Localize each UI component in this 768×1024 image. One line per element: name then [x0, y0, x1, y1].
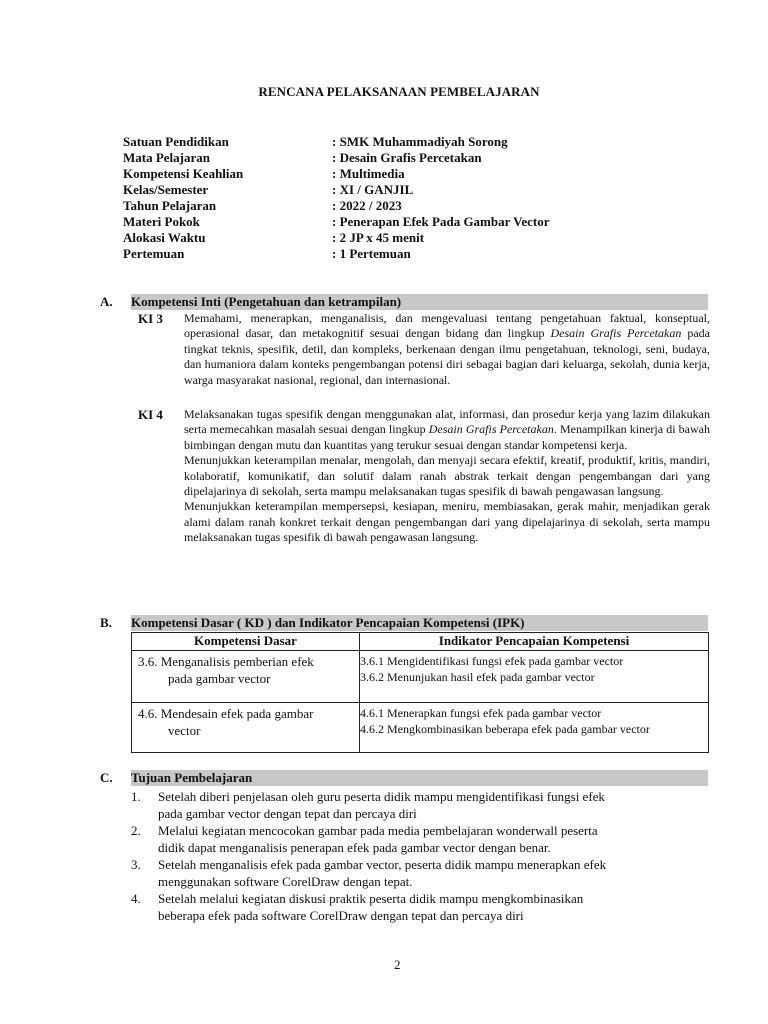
- learning-objectives-list: [131, 788, 709, 924]
- ki-text-emphasis: Desain Grafis Percetakan: [428, 422, 554, 437]
- info-row-alokasi: [123, 230, 550, 246]
- list-text: didik dapat menganalisis penerapan efek pada gambar vector dengan benar.: [158, 840, 551, 855]
- ki3-block: [138, 311, 710, 388]
- kd-text: vector: [168, 723, 201, 738]
- info-label: Satuan Pendidikan: [123, 134, 229, 149]
- info-row-materi: [123, 214, 550, 230]
- table-row: [132, 651, 709, 703]
- info-value: : Desain Grafis Percetakan: [332, 150, 482, 165]
- info-row-kelas: [123, 182, 550, 198]
- kd-text: 3.6. Menganalisis pemberian efek: [138, 654, 314, 669]
- list-text: Setelah melalui kegiatan diskusi praktik peserta didik mampu mengkombinasikan: [158, 891, 584, 906]
- section-letter: B.: [100, 615, 112, 630]
- table-header-row: [132, 633, 709, 651]
- kd-text: 4.6. Mendesain efek pada gambar: [138, 706, 314, 721]
- table-header-ipk: Indikator Pencapaian Kompetensi: [360, 633, 709, 651]
- ipk-item: 4.6.2 Mengkombinasikan beberapa efek pada gambar vector: [360, 722, 650, 736]
- info-value: : 1 Pertemuan: [332, 246, 411, 261]
- ipk-item: 3.6.2 Menunjukan hasil efek pada gambar vector: [360, 670, 595, 684]
- list-text: beberapa efek pada software CorelDraw dengan tepat dan percaya diri: [158, 908, 524, 923]
- kd-ipk-table: [131, 632, 709, 753]
- info-label: Materi Pokok: [123, 214, 200, 229]
- ki-text-part: Melaksanakan tugas spesifik dengan menggunakan alat, informasi, dan prosedur kerja yang lazim dilakukan serta memecahkan masalah sesuai dengan lingkup: [184, 407, 710, 437]
- section-title: Tujuan Pembelajaran: [131, 770, 253, 785]
- table-row: [132, 703, 709, 753]
- list-text: Setelah diberi penjelasan oleh guru peserta didik mampu mengidentifikasi fungsi efek: [158, 789, 605, 804]
- list-text: Melalui kegiatan mencocokan gambar pada media pembelajaran wonderwall peserta: [158, 823, 598, 838]
- section-letter: A.: [100, 294, 113, 309]
- info-label: Tahun Pelajaran: [123, 198, 217, 213]
- section-title: Kompetensi Inti (Pengetahuan dan ketrampilan): [131, 294, 402, 309]
- ki-paragraph: [184, 407, 710, 453]
- info-value: : Multimedia: [332, 166, 405, 181]
- info-label: Kelas/Semester: [123, 182, 209, 197]
- document-title: RENCANA PELAKSANAAN PEMBELAJARAN: [258, 84, 540, 99]
- info-label: Pertemuan: [123, 246, 185, 261]
- info-value: : 2 JP x 45 menit: [332, 230, 425, 245]
- info-value: : 2022 / 2023: [332, 198, 402, 213]
- list-number: 2.: [131, 823, 141, 838]
- ki-text-part: Memahami, menerapkan, menganalisis, dan mengevaluasi tentang pengetahuan faktual, konseptual, operasional dasar, dan metakognitif sesuai dengan bidang dan lingkup: [184, 311, 710, 341]
- section-c-heading: [100, 770, 708, 786]
- list-number: 4.: [131, 891, 141, 906]
- info-value: : XI / GANJIL: [332, 182, 414, 197]
- ki4-block: [138, 407, 710, 546]
- ki-code: KI 4: [138, 407, 163, 422]
- heading-bar: [131, 615, 708, 631]
- ki-text-part: . Menampilkan kinerja di bawah bimbingan dengan mutu dan kuantitas yang terukur sesuai dengan standar kompetensi kerja.: [184, 422, 710, 452]
- ki-code: KI 3: [138, 311, 163, 326]
- info-label: Mata Pelajaran: [123, 150, 211, 165]
- ipk-cell: [360, 651, 709, 703]
- section-a-heading: [100, 294, 708, 310]
- section-b-heading: [100, 615, 708, 631]
- list-text: menggunakan software CorelDraw dengan tepat.: [158, 874, 413, 889]
- table-header-kd: Kompetensi Dasar: [132, 633, 360, 651]
- ipk-item: 3.6.1 Mengidentifikasi fungsi efek pada gambar vector: [360, 654, 624, 668]
- ki-text: [184, 407, 710, 546]
- list-item: [131, 788, 709, 822]
- section-letter: C.: [100, 770, 113, 785]
- kd-text: pada gambar vector: [168, 671, 271, 686]
- list-text: Setelah menganalisis efek pada gambar vector, peserta didik mampu menerapkan efek: [158, 857, 607, 872]
- list-item: [131, 822, 709, 856]
- info-row-pertemuan: [123, 246, 550, 262]
- list-number: 1.: [131, 789, 141, 804]
- info-row-keahlian: [123, 166, 550, 182]
- list-text: pada gambar vector dengan tepat dan percaya diri: [158, 806, 417, 821]
- info-label: Kompetensi Keahlian: [123, 166, 244, 181]
- ipk-item: 4.6.1 Menerapkan fungsi efek pada gambar vector: [360, 706, 602, 720]
- ki-text-emphasis: Desain Grafis Percetakan: [550, 326, 682, 341]
- ipk-cell: [360, 703, 709, 753]
- ki-paragraph: Menunjukkan keterampilan mempersepsi, kesiapan, meniru, membiasakan, gerak mahir, menjadikan gerak alami dalam ranah konkret terkait dengan pengembangan dari yang dipelajarinya di sekolah, serta mampu melaksanakan tugas spesifik di bawah pengawasan langsung.: [184, 499, 710, 545]
- list-number: 3.: [131, 857, 141, 872]
- info-value: : Penerapan Efek Pada Gambar Vector: [332, 214, 550, 229]
- info-label: Alokasi Waktu: [123, 230, 206, 245]
- info-row-tahun: [123, 198, 550, 214]
- info-row-mapel: [123, 150, 550, 166]
- section-title: Kompetensi Dasar ( KD ) dan Indikator Pencapaian Kompetensi (IPK): [131, 615, 525, 630]
- heading-bar: [131, 770, 708, 786]
- ki-text: [184, 311, 710, 388]
- identity-block: [123, 134, 550, 262]
- info-row-satuan: [123, 134, 550, 150]
- ki-text-part: pada tingkat teknis, spesifik, detil, dan kompleks, berkenaan dengan ilmu pengetahuan, teknologi, seni, budaya, dan humaniora dalam konteks pengembangan potensi diri sebagai bagian dari keluarga, sekolah, dunia kerja, warga masyarakat nasional, regional, dan internasional.: [184, 326, 710, 387]
- list-item: [131, 890, 709, 924]
- list-item: [131, 856, 709, 890]
- kd-cell: [132, 703, 360, 753]
- page-number: 2: [394, 957, 401, 972]
- info-value: : SMK Muhammadiyah Sorong: [332, 134, 508, 149]
- ki-paragraph: Menunjukkan keterampilan menalar, mengolah, dan menyaji secara efektif, kreatif, produktif, kritis, mandiri, kolaboratif, komunikatif, dan solutif dalam ranah abstrak terkait dengan pengembangan dari yang dipelajarinya di sekolah, serta mampu melaksanakan tugas spesifik di bawah pengawasan langsung.: [184, 453, 710, 499]
- kd-cell: [132, 651, 360, 703]
- heading-bar: [131, 294, 708, 310]
